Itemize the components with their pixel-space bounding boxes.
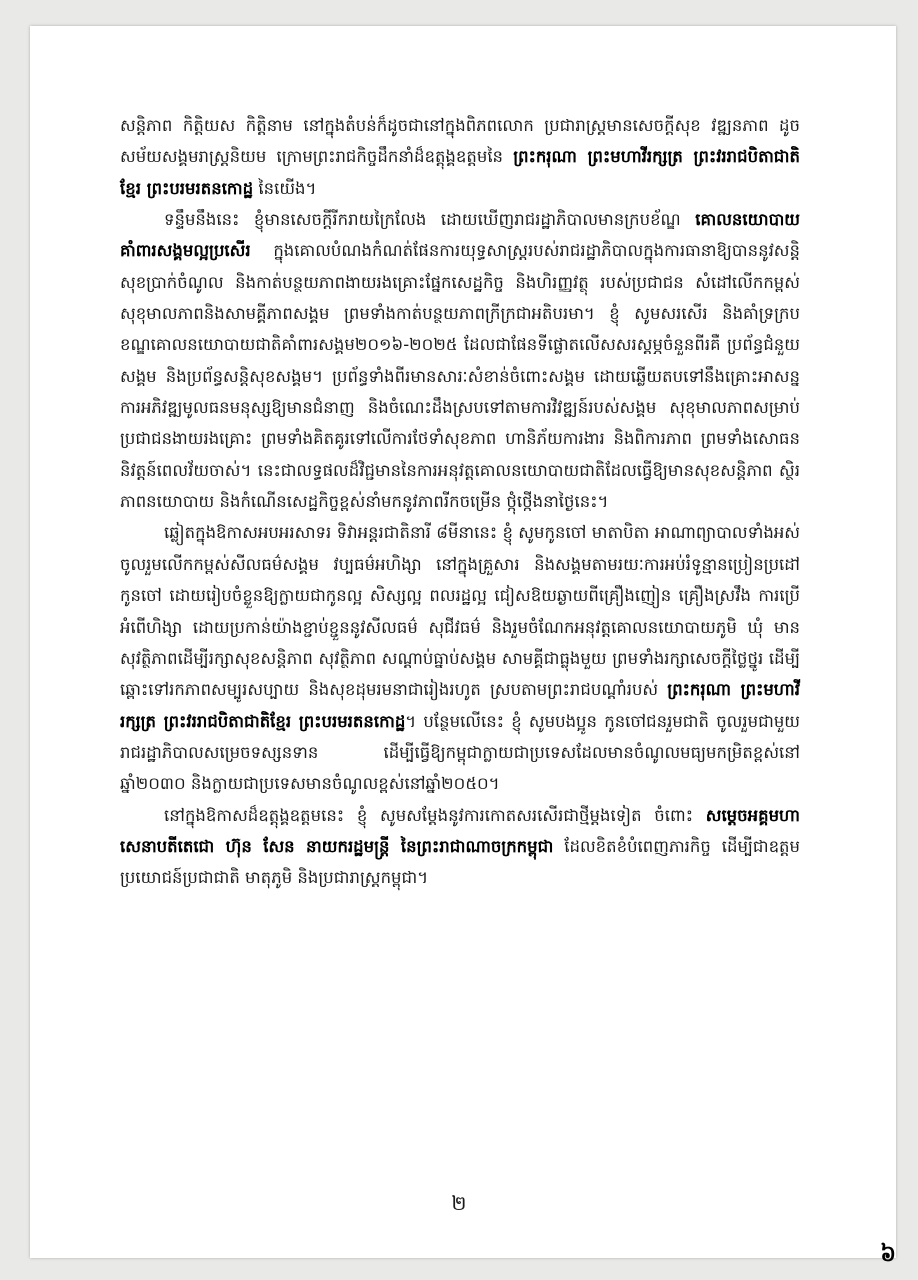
paragraph-3 [120,517,800,799]
paragraph-text: ក្នុងគោលបំណងកំណត់ផែនការយុទ្ធសាស្ត្ររបស់រាជរដ្ឋាភិបាលក្នុងការធានាឱ្យបាននូវសន្តិសុខប្រាក់ចំណូល និងកាត់បន្ថយភាពងាយរងគ្រោះផ្នែកសេដ្ឋកិច្ច និងហិរញ្ញវត្ថុ របស់ប្រជាជន សំដៅលើកកម្ពស់សុខុមាលភាពនិងសាមគ្គីភាពសង្គម ព្រមទាំងកាត់បន្ថយភាពក្រីក្រជាអតិបរមា។ ខ្ញុំ សូមសរសើរ និងគាំទ្រក្របខណ្ឌគោលនយោបាយជាតិគាំពារសង្គម២០១៦-២០២៥ ដែលជាផែនទីផ្លោតលើសសរស្តម្ភចំនួនពីរគឺ ប្រព័ន្ធជំនួយសង្គម និងប្រព័ន្ធសន្តិសុខសង្គម។ ប្រព័ន្ធទាំងពីរមានសារៈសំខាន់ចំពោះសង្គម ដោយឆ្លើយតបទៅនឹងគ្រោះអាសន្ន ការអភិវឌ្ឍមូលធនមនុស្សឱ្យមានជំនាញ និងចំណេះដឹងស្របទៅតាមការវិវឌ្ឍន៍របស់សង្គម សុខុមាលភាពសម្រាប់ប្រជាជនងាយរងគ្រោះ ព្រមទាំងគិតគូរទៅលើការថែទាំសុខភាព ហានិភ័យការងារ និងពិការភាព ព្រមទាំងសោធននិវត្តន៍ពេលវ័យចាស់។ នេះជាលទ្ធផលដ៏វិជ្ជមាននៃការអនុវត្តគោលនយោបាយជាតិដែលធ្វើឱ្យមានសុខសន្តិភាព ស្ថិរភាពនយោបាយ និងកំណើនសេដ្ឋកិច្ចខ្ពស់នាំមកនូវភាពរីកចម្រើន ថ្កុំថ្កើងនាថ្ងៃនេះ។ [120,241,800,512]
paragraph-4 [120,800,800,894]
paragraph-text: ទន្ទឹមនឹងនេះ ខ្ញុំមានសេចក្តីរីករាយក្រៃលែង ដោយឃើញរាជរដ្ឋាភិបាលមានក្របខ័ណ្ឌ [164,210,696,230]
paragraph-text: ។ បន្ថែមលើនេះ ខ្ញុំ សូមបងប្អូន កូនចៅជនរួមជាតិ ចូលរួមជាមួយរាជរដ្ឋាភិបាលសម្រេចទស្សនទាន ដើម្បីធ្វើឱ្យកម្ពុជាក្លាយជាប្រទេសដែលមានចំណូលមធ្យមកម្រិតខ្ពស់នៅឆ្នាំ២០៣០ និងក្លាយជាប្រទេសមានចំណូលខ្ពស់នៅឆ្នាំ២០៥០។ [120,711,800,794]
paragraph-text: នៅក្នុងឱកាសដ៏ឧត្តុង្គឧត្តមនេះ ខ្ញុំ សូមសម្តែងនូវការកោតសរសើរជាថ្មីម្តងទៀត ចំពោះ [164,805,706,825]
royal-title-bold: ព្រះករុណា ព្រះមហាវីរក្សត្រ ព្រះវររាជបិតាជាតិខ្មែរ ព្រះបរមរតនកោដ្ឋ [120,680,800,731]
paragraph-1 [120,110,800,204]
paragraph-text: សន្តិភាព កិត្តិយស កិត្តិនាម នៅក្នុងតំបន់ក៏ដូចជានៅក្នុងពិភពលោក ប្រជារាស្ត្រមានសេចក្តីសុខ វឌ្ឍនភាព ដូចសម័យសង្គមរាស្ត្រនិយម ក្រោមព្រះរាជកិច្ចដឹកនាំដ៏ឧត្តុង្គឧត្តមនៃ [120,116,800,167]
prime-minister-title-bold: សម្តេចអគ្គមហាសេនាបតីតេជោ ហ៊ុន សែន នាយករដ្ឋមន្ត្រី នៃព្រះរាជាណាចក្រកម្ពុជា [120,805,800,856]
document-body [120,110,800,894]
policy-title-bold: គោលនយោបាយគាំពារសង្គមល្អប្រសើរ [120,210,800,261]
royal-title-bold: ព្រះករុណា ព្រះមហាវីរក្សត្រ ព្រះវររាជបិតាជាតិខ្មែរ ព្រះបរមរតនកោដ្ឋ [120,147,800,198]
paragraph-2 [120,204,800,517]
paragraph-text: ដែលខិតខំបំពេញភារកិច្ច ដើម្បីជាឧត្តមប្រយោជន៍ប្រជាជាតិ មាតុភូមិ និងប្រជារាស្ត្រកម្ពុជា។ [120,836,800,888]
corner-page-mark: ៦ [880,1242,896,1267]
paragraph-text: នៃយើង។ [253,178,317,198]
page-number: ២ [451,1191,467,1215]
paragraph-text: ឆ្លៀតក្នុងឱកាសអបអរសាទរ ទិវាអន្តរជាតិនារី ៨មីនានេះ ខ្ញុំ សូមកូនចៅ មាតាបិតា អាណាព្យាបាលទាំងអស់ចូលរួមលើកកម្ពស់សីលធម៌សង្គម វប្បធម៌អហិង្សា នៅក្នុងគ្រួសារ និងសង្គមតាមរយៈការអប់រំទូន្មានប្រៀនប្រដៅកូនចៅ ដោយរៀបចំខ្លួនឱ្យក្លាយជាកូនល្អ សិស្សល្អ ពលរដ្ឋល្អ ជៀសឱយឆ្ងាយពីគ្រឿងញៀន គ្រឿងស្រវឹង ការប្រើអំពើហិង្សា ដោយប្រកាន់យ៉ាងខ្ជាប់ខ្ជួននូវសីលធម៌ សុជីវធម៌ និងរួមចំណែកអនុវត្តគោលនយោបាយភូមិ ឃុំ មានសុវត្ថិភាពដើម្បីរក្សាសុខសន្តិភាព សុវត្ថិភាព សណ្តាប់ធ្នាប់សង្គម សាមគ្គីជាធ្លុងមួយ ព្រមទាំងរក្សាសេចក្តីថ្លៃថ្នូរ ដើម្បីឆ្ពោះទៅរកភាពសម្បូរសប្បាយ និងសុខដុមរមនាជារៀងរហូត ស្របតាមព្រះរាជបណ្តាំរបស់ [120,523,800,700]
